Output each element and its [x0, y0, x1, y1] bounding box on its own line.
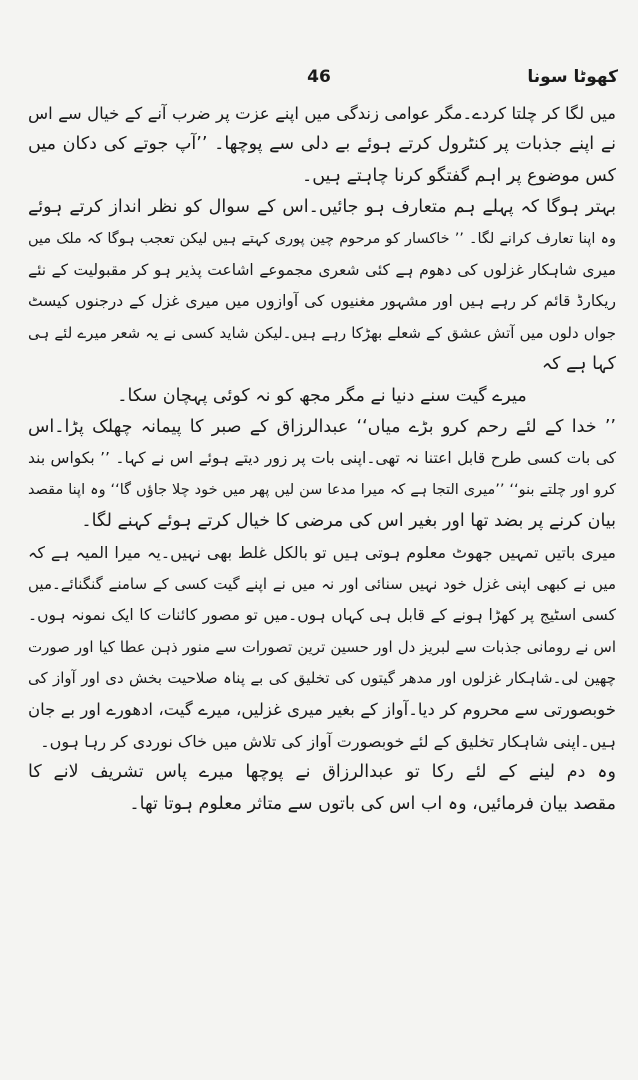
text-line: ہیں۔اپنی شاہکار تخلیق کے لئے خوبصورت آواز کی تلاش میں خاک نوردی کر رہا ہوں۔: [40, 731, 616, 751]
text-line: مقصد بیان فرمائیں، وہ اب اس کی باتوں سے متاثر معلوم ہوتا تھا۔: [129, 793, 616, 814]
running-head-title: کھوٹا سونا: [527, 67, 618, 87]
text-line: کس موضوع پر اہم گفتگو کرنا چاہتے ہیں۔: [301, 165, 616, 186]
text-line: میری شاہکار غزلوں کی دھوم ہے کئی شعری مجموعے اشاعت پذیر ہو کر مقبولیت کے نئے: [28, 260, 616, 279]
page-header: [20, 60, 618, 94]
text-line: وہ دم لینے کے لئے رکا تو عبدالرزاق نے پوچھا میرے پاس تشریف لانے کا: [28, 762, 616, 783]
verse-line: میرے گیت سنے دنیا نے مگر مجھ کو نہ کوئی پہچان سکا۔: [117, 385, 527, 406]
text-line: کرو اور چلتے بنو‘‘ ’’میری التجا ہے کہ میرا مدعا سن لیں پھر میں خود چلا جاؤں گا‘‘ وہ اپنا مقصد: [28, 481, 616, 498]
text-line: خوبصورتی سے محروم کر دیا۔آواز کے بغیر میری غزلیں، میرے گیت، ادھورے اور بے جان: [28, 700, 616, 720]
page-number: 46: [307, 67, 331, 87]
text-line: بیان کرنے پر بضد تھا اور بغیر اس کی مرضی کا خیال کرتے ہوئے کہنے لگا۔: [81, 511, 616, 532]
text-line: اس نے رومانی جذبات سے لبریز دل اور حسین ترین تصورات سے منور ذہن عطا کیا اور صورت: [28, 637, 616, 656]
text-line: چھین لی۔شاہکار غزلوں اور مدھر گیتوں کی تخلیق کی بے پناہ صلاحیت بخش دی اور آواز کی: [28, 669, 616, 688]
text-line: کسی اسٹیج پر کھڑا ہونے کے قابل ہی کہاں ہوں۔میں تو مصور کائنات کا ایک نمونہ ہوں۔: [28, 606, 616, 625]
text-line: میں نے کبھی اپنی غزل خود نہیں سنائی اور نہ میں نے اپنے گیت کسی کے سامنے گنگنائے۔میں: [28, 574, 616, 593]
text-line: کی بات کسی طرح قابل اعتنا نہ تھی۔اپنی بات پر زور دیتے ہوئے اس نے کہا۔ ’’ بکواس بند: [28, 449, 616, 468]
text-line: جواں دلوں میں آتش عشق کے شعلے بھڑکا رہے ہیں۔لیکن شاید کسی نے یہ شعر میرے لئے ہی: [28, 323, 616, 342]
body-text: [28, 98, 616, 820]
text-line: ریکارڈ قائم کر رہے ہیں اور مشہور مغنیوں کی آوازوں میں میری غزل کے درجنوں کیسٹ: [28, 292, 616, 311]
text-line: کہا ہے کہ: [541, 354, 616, 375]
text-line: ’’ خدا کے لئے رحم کرو بڑے میاں‘‘ عبدالرزاق کے صبر کا پیمانہ چھلک پڑا۔اس: [28, 416, 616, 437]
text-line: میں لگا کر چلتا کردے۔مگر عوامی زندگی میں اپنے عزت پر ضرب آنے کے خیال سے اس: [28, 104, 616, 123]
text-line: نے اپنے جذبات پر کنٹرول کرتے ہوئے بے دلی سے پوچھا۔ ’’آپ جوتے کی دکان میں: [28, 134, 616, 155]
text-line: بہتر ہوگا کہ پہلے ہم متعارف ہو جائیں۔اس کے سوال کو نظر انداز کرتے ہوئے: [28, 197, 616, 218]
text-line: میری باتیں تمہیں جھوٹ معلوم ہوتی ہیں تو بالکل غلط بھی نہیں۔یہ میرا المیہ ہے کہ: [28, 543, 616, 563]
text-line: وہ اپنا تعارف کرانے لگا۔ ’’ خاکسار کو مرحوم چین پوری کہتے ہیں لیکن تعجب ہوگا کہ ملک میں: [28, 230, 616, 247]
